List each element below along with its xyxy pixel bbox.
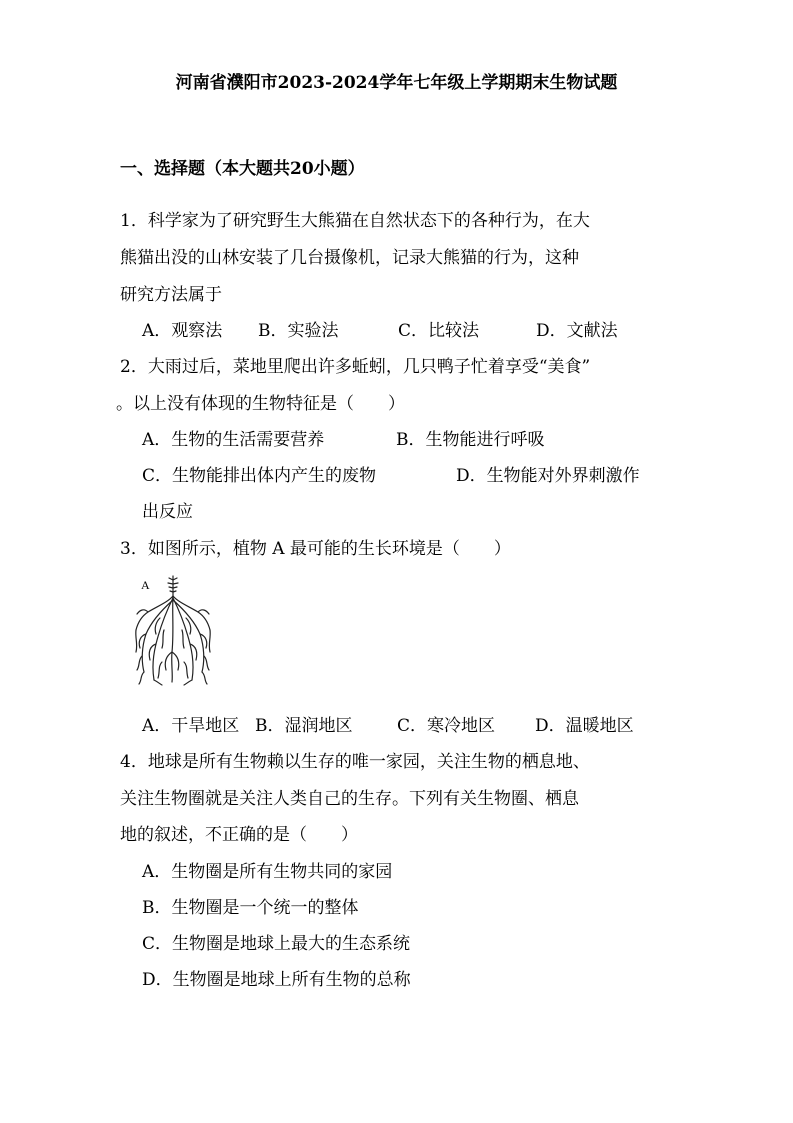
q1-option-c: C．比较法 — [398, 321, 480, 341]
q3-option-c: C．寒冷地区 — [397, 716, 496, 736]
plant-drawing — [136, 576, 210, 685]
q2-line-2: 。以上没有体现的生物特征是（ ） — [116, 394, 405, 414]
q4-option-c: C．生物圈是地球上最大的生态系统 — [142, 934, 411, 954]
q1-line-1: 1．科学家为了研究野生大熊猫在自然状态下的各种行为，在大 — [120, 211, 590, 231]
q2-option-d-cont: 出反应 — [142, 502, 193, 522]
q3-option-a: A．干旱地区 — [142, 716, 240, 736]
q2-option-c: C．生物能排出体内产生的废物 — [142, 466, 377, 486]
q2-line-1: 2．大雨过后，菜地里爬出许多蚯蚓，几只鸭子忙着享受“美食” — [120, 357, 591, 377]
q4-line-3: 地的叙述，不正确的是（ ） — [120, 825, 358, 845]
q4-option-a: A．生物圈是所有生物共同的家园 — [142, 862, 393, 882]
q2-option-b: B．生物能进行呼吸 — [396, 430, 545, 450]
q4-option-d: D．生物圈是地球上所有生物的总称 — [142, 970, 411, 990]
q4-line-1: 4．地球是所有生物赖以生存的唯一家园，关注生物的栖息地、 — [120, 752, 590, 772]
q1-option-b: B．实验法 — [258, 321, 339, 341]
page-title: 河南省濮阳市2023-2024学年七年级上学期期末生物试题 — [175, 73, 618, 93]
q2-option-d: D．生物能对外界刺激作 — [456, 466, 640, 486]
plant-root-figure — [132, 572, 216, 686]
section-heading: 一、选择题（本大题共20小题） — [120, 159, 365, 179]
q2-option-a: A．生物的生活需要营养 — [142, 430, 325, 450]
q1-line-3: 研究方法属于 — [120, 285, 222, 305]
q4-option-b: B．生物圈是一个统一的整体 — [142, 898, 359, 918]
q1-option-d: D．文献法 — [536, 321, 618, 341]
q3-option-b: B．湿润地区 — [255, 716, 353, 736]
q4-line-2: 关注生物圈就是关注人类自己的生存。下列有关生物圈、栖息 — [120, 789, 579, 809]
q3-option-d: D．温暖地区 — [535, 716, 634, 736]
q1-option-a: A．观察法 — [142, 321, 223, 341]
figure-label: A — [141, 578, 150, 592]
q1-line-2: 熊猫出没的山林安装了几台摄像机，记录大熊猫的行为，这种 — [120, 248, 579, 268]
q3-line-1: 3．如图所示，植物 A 最可能的生长环境是（ ） — [120, 539, 511, 559]
